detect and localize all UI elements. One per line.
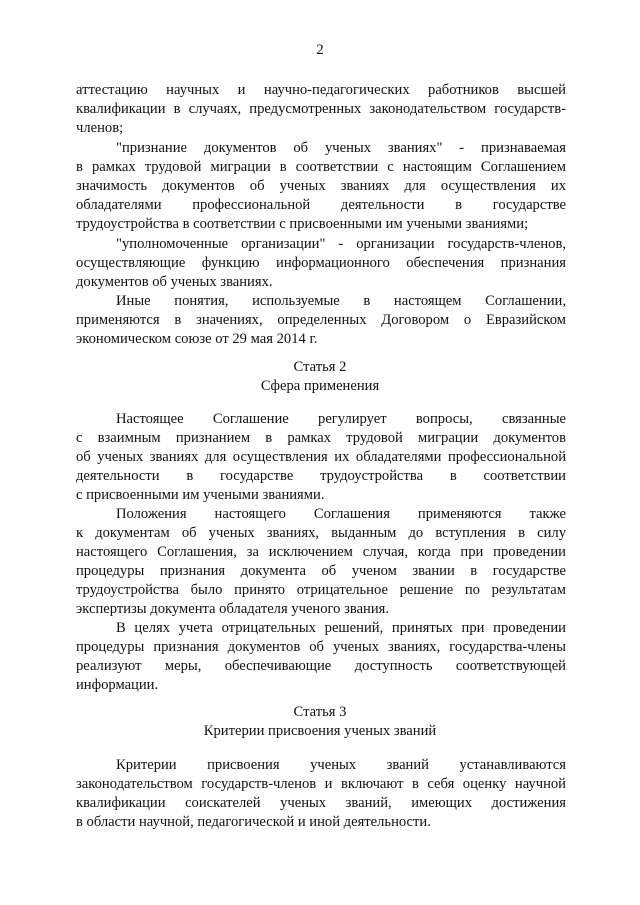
text-line: членов; <box>76 120 124 136</box>
text-line: об ученых званиях для осуществления их обладателями профессиональной <box>76 449 566 465</box>
text-line: к документам об ученых званиях, выданным до вступления в силу <box>76 525 566 541</box>
text-line: экономическом союзе от 29 мая 2014 г. <box>76 331 318 347</box>
text-line: в рамках трудовой миграции в соответствии с настоящим Соглашением <box>76 159 566 175</box>
text-line: законодательством государств-членов и включают в себя оценку научной <box>76 776 566 792</box>
text-line: квалификации соискателей ученых званий, имеющих достижения <box>76 795 566 811</box>
text-line: процедуры признания документов об ученых званиях, государства-члены <box>76 639 566 655</box>
text-line: квалификации в случаях, предусмотренных законодательством государств- <box>76 101 566 117</box>
text-line: в области научной, педагогической и иной деятельности. <box>76 814 431 830</box>
text-line: значимость документов об ученых званиях для осуществления их <box>76 178 566 194</box>
text-line: Положения настоящего Соглашения применяются также <box>116 506 566 522</box>
article-3-number: Статья 3 <box>293 704 347 720</box>
text-line: с взаимным признанием в рамках трудовой миграции документов <box>76 430 566 446</box>
text-line: "уполномоченные организации" - организации государств-членов, <box>116 236 566 252</box>
text-line: документов об ученых званиях. <box>76 274 273 290</box>
text-line: обладателями профессиональной деятельности в государстве <box>76 197 566 213</box>
article-2-number: Статья 2 <box>293 359 347 375</box>
text-line: трудоустройства было принято отрицательное решение по результатам <box>76 582 566 598</box>
text-line: реализуют меры, обеспечивающие доступность соответствующей <box>76 658 566 674</box>
text-line: с присвоенными им учеными званиями. <box>76 487 325 503</box>
text-line: Настоящее Соглашение регулирует вопросы, связанные <box>116 411 566 427</box>
text-line: трудоустройства в соответствии с присвоенными им учеными званиями; <box>76 216 529 232</box>
article-2-title: Сфера применения <box>260 378 380 394</box>
page-number: 2 <box>316 42 324 58</box>
text-line: В целях учета отрицательных решений, принятых при проведении <box>116 620 566 636</box>
text-line: экспертизы документа обладателя ученого звания. <box>76 601 390 617</box>
text-line: деятельности в государстве трудоустройства в соответствии <box>76 468 566 484</box>
text-line: применяются в значениях, определенных Договором о Евразийском <box>76 312 566 328</box>
article-3-title: Критерии присвоения ученых званий <box>203 723 437 739</box>
text-line: осуществляющие функцию информационного обеспечения признания <box>76 255 566 271</box>
text-line: "признание документов об ученых званиях" - признаваемая <box>116 140 566 156</box>
text-line: аттестацию научных и научно-педагогических работников высшей <box>76 82 566 98</box>
text-line: Иные понятия, используемые в настоящем Соглашении, <box>116 293 566 309</box>
text-line: Критерии присвоения ученых званий устанавливаются <box>116 757 566 773</box>
text-line: настоящего Соглашения, за исключением случая, когда при проведении <box>76 544 566 560</box>
text-line: процедуры признания документа об ученом звании в государстве <box>76 563 566 579</box>
text-line: информации. <box>76 677 159 693</box>
